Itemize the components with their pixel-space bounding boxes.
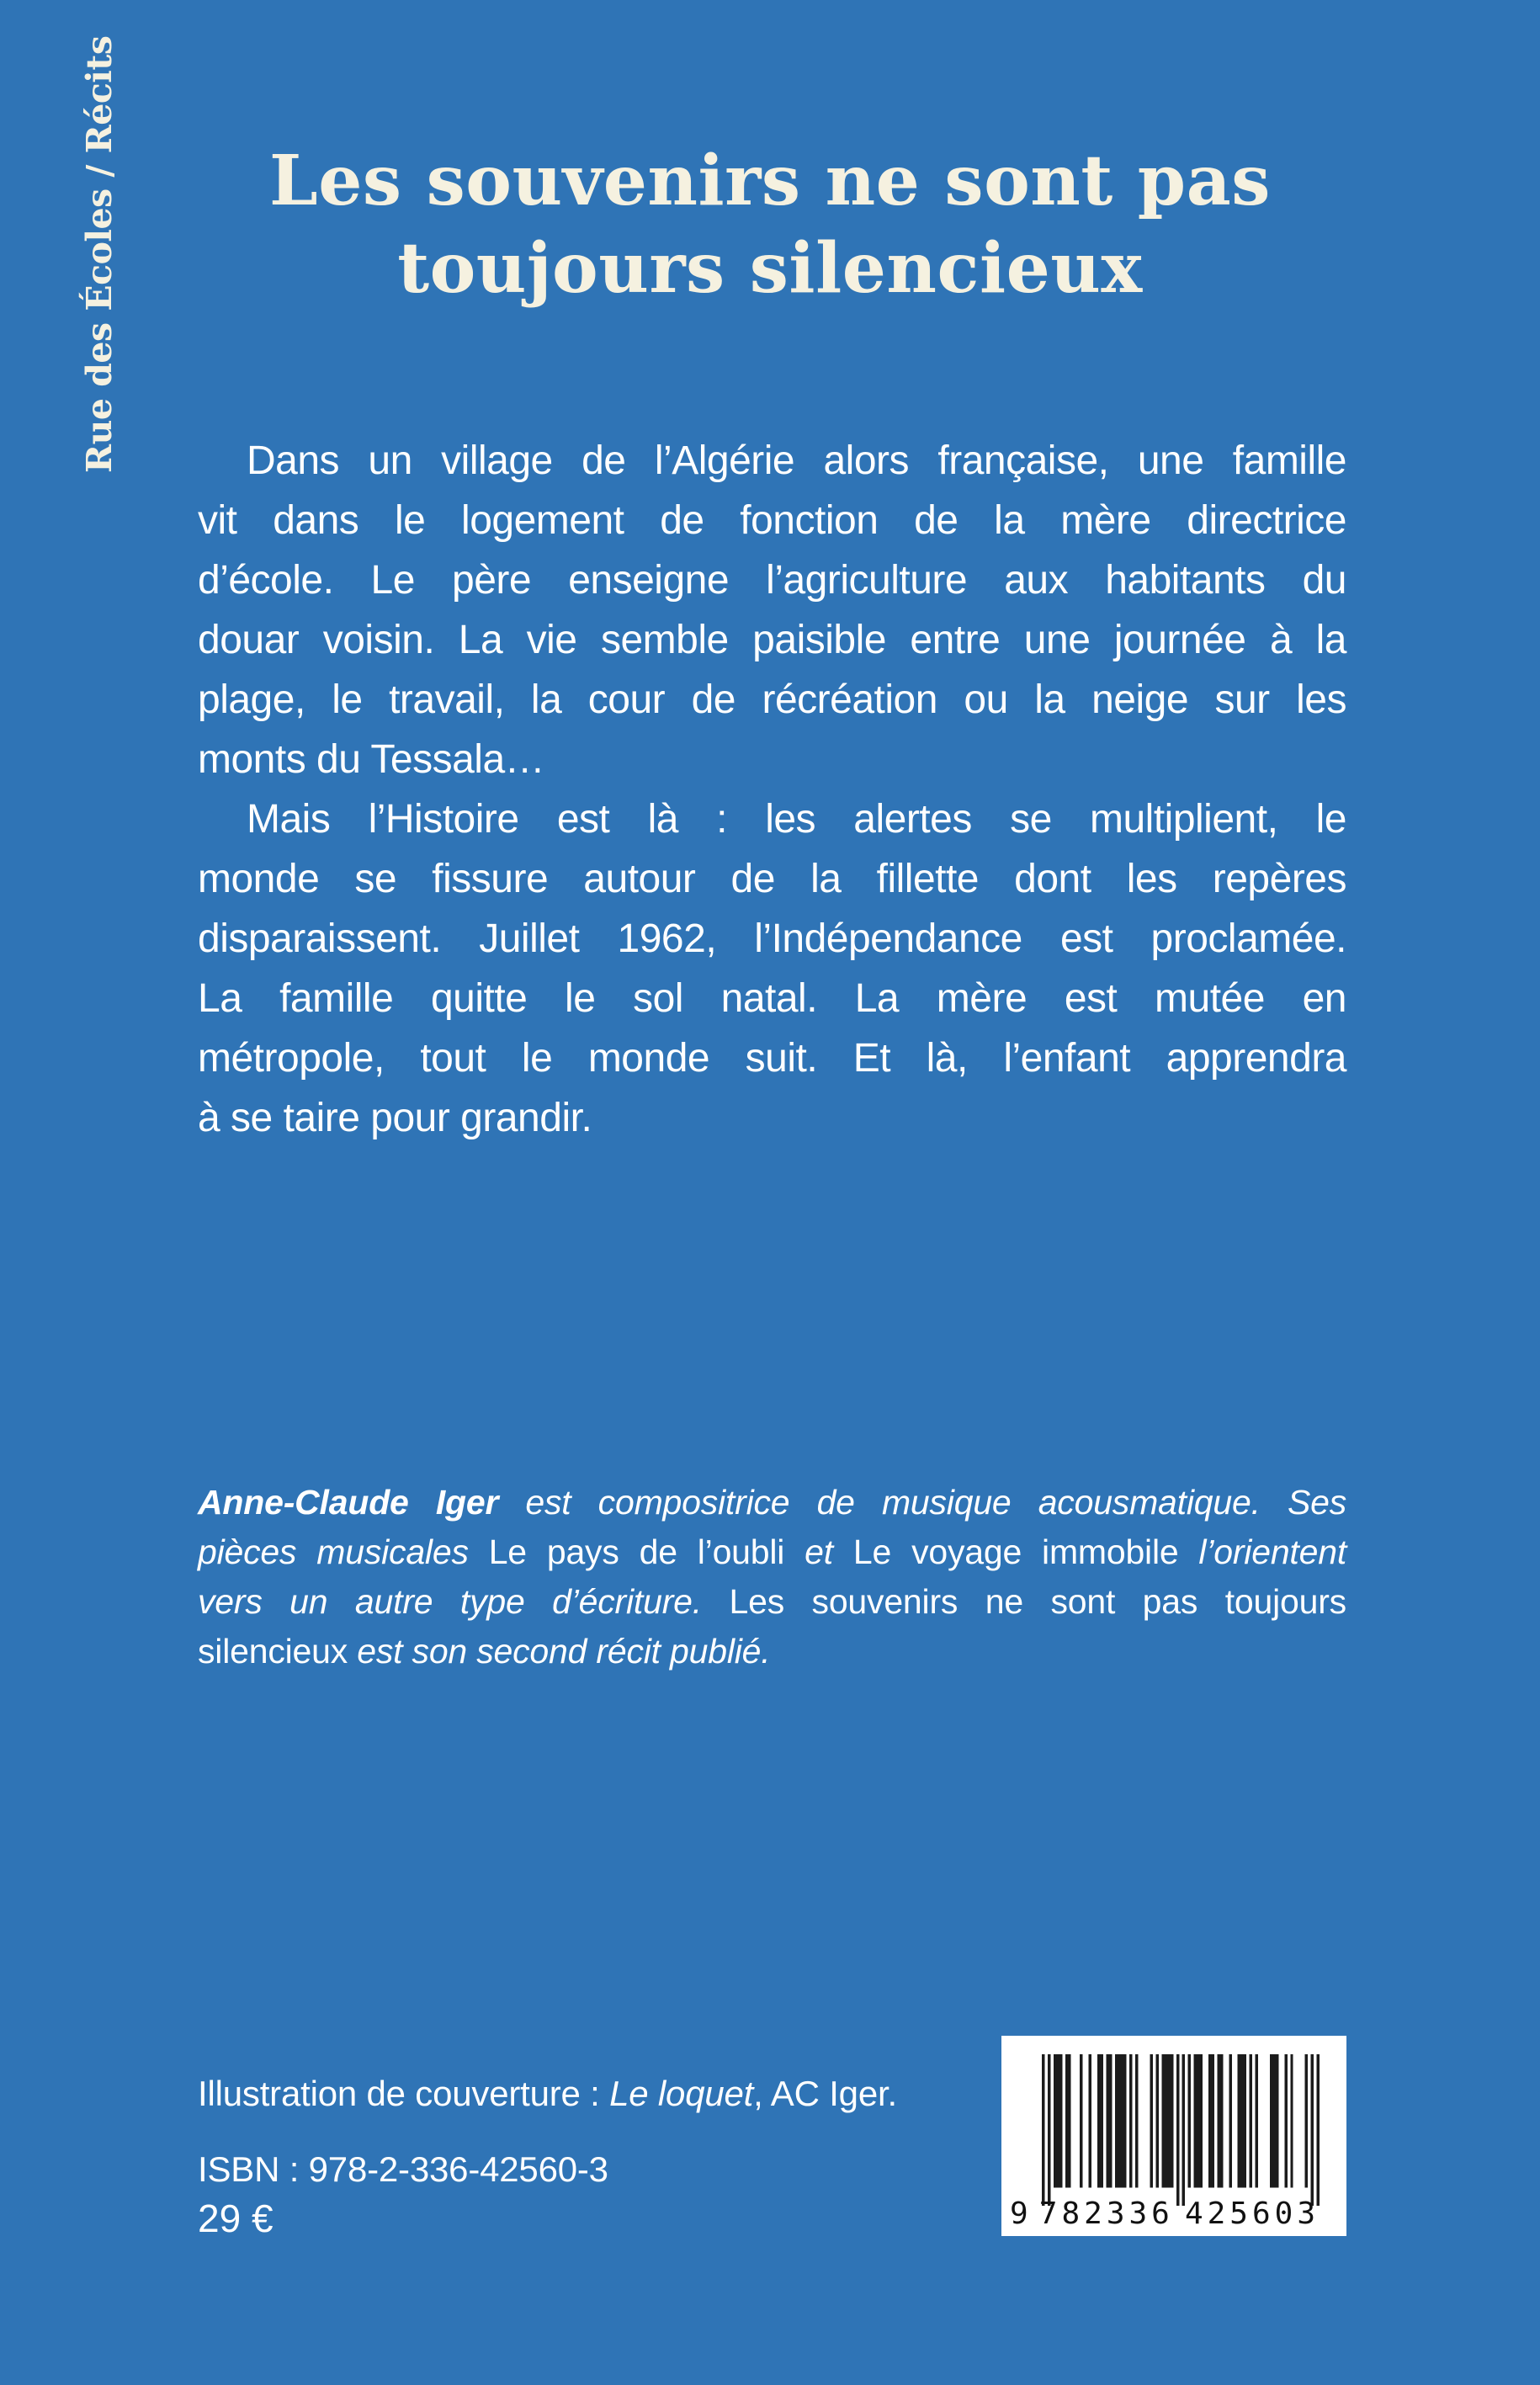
author-name: Anne-Claude Iger: [198, 1483, 499, 1522]
barcode-digit-group-3: 425603: [1184, 2196, 1320, 2231]
book-title-line-1: Les souvenirs ne sont pas: [269, 141, 1271, 221]
synopsis-line-4: douar voisin. La vie semble paisible entre une journée à la: [198, 618, 1346, 662]
work-title-2: Le voyage immobile: [852, 1532, 1179, 1571]
barcode: [1001, 2036, 1346, 2236]
barcode-number: [1010, 2196, 1320, 2231]
synopsis-line-3: d’école. Le père enseigne l’agriculture aux habitants du: [198, 558, 1346, 603]
synopsis-line-10: La famille quitte le sol natal. La mère est mutée en: [198, 976, 1346, 1021]
synopsis-line-11: métropole, tout le monde suit. Et là, l’enfant apprendra: [198, 1036, 1346, 1081]
barcode-bars-graphic: [1042, 2054, 1320, 2206]
synopsis-line-2: vit dans le logement de fonction de la mère directrice: [198, 498, 1346, 543]
synopsis-line-5: plage, le travail, la cour de récréation ou la neige sur les: [198, 677, 1346, 722]
synopsis-line-8: monde se fissure autour de la fillette dont les repères: [198, 857, 1346, 901]
synopsis-line-6: monts du Tessala…: [198, 737, 545, 782]
synopsis: [198, 431, 1346, 1148]
barcode-digit-group-1: 9: [1010, 2196, 1028, 2231]
collection-label: Rue des Écoles / Récits: [79, 35, 119, 473]
work-title-1: Le pays de l’oubli: [488, 1532, 785, 1571]
synopsis-line-9: disparaissent. Juillet 1962, l’Indépendance est proclamée.: [198, 916, 1346, 961]
isbn: ISBN : 978-2-336-42560-3: [198, 2149, 608, 2189]
author-bio-line-2: pièces musicales Le pays de l’oubli et Le voyage immobile l’orientent: [198, 1532, 1347, 1571]
author-bio-line-4: silencieux est son second récit publié.: [198, 1632, 771, 1671]
synopsis-line-7: Mais l’Histoire est là : les alertes se multiplient, le: [247, 797, 1346, 842]
book-title: [0, 137, 1540, 312]
author-bio: [198, 1478, 1346, 1676]
illustration-title: Le loquet: [609, 2074, 754, 2113]
cover-illustration-credit: Illustration de couverture : Le loquet, AC Iger.: [198, 2074, 897, 2113]
price: 29 €: [198, 2196, 273, 2240]
author-bio-line-1: Anne-Claude Iger est compositrice de musique acousmatique. Ses: [198, 1483, 1346, 1522]
synopsis-line-12: à se taire pour grandir.: [198, 1096, 592, 1140]
book-title-mention: Les souvenirs ne sont pas toujours: [729, 1582, 1346, 1621]
book-title-line-2: toujours silencieux: [397, 228, 1143, 309]
author-bio-line-3: vers un autre type d’écriture. Les souvenirs ne sont pas toujours: [198, 1582, 1346, 1621]
barcode-digit-group-2: 782336: [1038, 2196, 1174, 2231]
synopsis-line-1: Dans un village de l’Algérie alors française, une famille: [247, 438, 1346, 483]
